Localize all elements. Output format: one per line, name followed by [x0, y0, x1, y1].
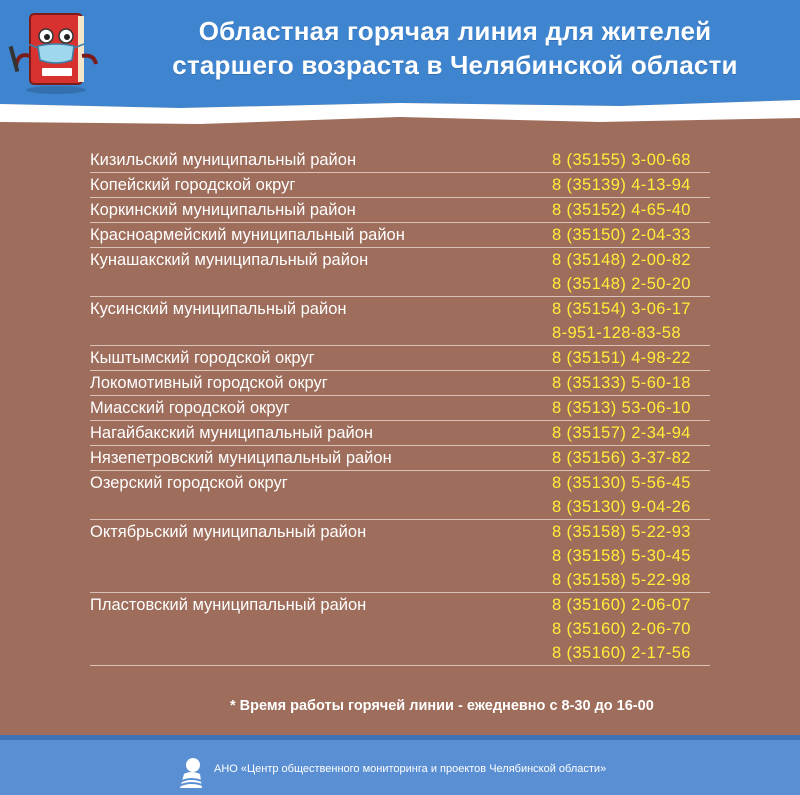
table-row	[90, 471, 710, 520]
table-row	[90, 446, 710, 471]
phone-list	[552, 520, 710, 592]
title-line-2: старшего возраста в Челябинской области	[172, 50, 738, 80]
table-row	[90, 421, 710, 446]
table-row	[90, 248, 710, 297]
header-banner	[0, 0, 800, 130]
phone-number: 8 (35160) 2-06-07	[552, 596, 691, 614]
phone-list	[552, 421, 710, 445]
district-name: Красноармейский муниципальный район	[90, 226, 405, 244]
phone-list	[552, 148, 710, 172]
phone-list	[552, 396, 710, 420]
phone-number: 8 (35151) 4-98-22	[552, 349, 691, 367]
phone-list	[552, 173, 710, 197]
working-hours-note: * Время работы горячей линии - ежедневно с 8-30 до 16-00	[230, 698, 654, 714]
table-row	[90, 396, 710, 421]
table-row	[90, 173, 710, 198]
phone-list	[552, 371, 710, 395]
table-row	[90, 297, 710, 346]
phone-list	[552, 593, 710, 665]
phone-number: 8 (35158) 5-22-93	[552, 523, 691, 541]
footer-shade	[0, 735, 800, 740]
footer-organization-text: АНО «Центр общественного мониторинга и проектов Челябинской области»	[214, 763, 607, 775]
phone-number: 8 (35130) 5-56-45	[552, 474, 691, 492]
table-row	[90, 371, 710, 396]
district-name: Нязепетровский муниципальный район	[90, 449, 392, 467]
phone-number: 8 (35157) 2-34-94	[552, 424, 691, 442]
phone-number: 8-951-128-83-58	[552, 324, 681, 342]
phone-number: 8 (35160) 2-17-56	[552, 644, 691, 662]
district-name: Кусинский муниципальный район	[90, 300, 347, 318]
page-title	[110, 14, 800, 82]
phone-number: 8 (35130) 9-04-26	[552, 498, 691, 516]
title-line-1: Областная горячая линия для жителей	[198, 16, 712, 46]
district-name: Пластовский муниципальный район	[90, 596, 367, 614]
district-name: Озерский городской округ	[90, 474, 288, 492]
phone-list	[552, 297, 710, 345]
district-name: Кунашакский муниципальный район	[90, 251, 369, 269]
table-row	[90, 346, 710, 371]
phone-number: 8 (35139) 4-13-94	[552, 176, 691, 194]
phone-number: 8 (35148) 2-50-20	[552, 275, 691, 293]
phone-list	[552, 346, 710, 370]
district-name: Коркинский муниципальный район	[90, 201, 356, 219]
phone-number: 8 (35148) 2-00-82	[552, 251, 691, 269]
district-name: Нагайбакский муниципальный район	[90, 424, 374, 442]
hotline-table	[90, 148, 710, 666]
table-row	[90, 520, 710, 593]
table-row	[90, 223, 710, 248]
book-mascot-with-mask-icon	[8, 6, 104, 96]
district-name: Локомотивный городской округ	[90, 374, 328, 392]
phone-number: 8 (3513) 53-06-10	[552, 399, 691, 417]
district-name: Октябрьский муниципальный район	[90, 523, 367, 541]
district-name: Кыштымский городской округ	[90, 349, 315, 367]
phone-number: 8 (35152) 4-65-40	[552, 201, 691, 219]
phone-number: 8 (35150) 2-04-33	[552, 226, 691, 244]
phone-number: 8 (35158) 5-30-45	[552, 547, 691, 565]
phone-number: 8 (35156) 3-37-82	[552, 449, 691, 467]
phone-number: 8 (35158) 5-22-98	[552, 571, 691, 589]
organization-logo-icon	[176, 756, 206, 790]
table-row	[90, 593, 710, 666]
phone-list	[552, 198, 710, 222]
phone-list	[552, 471, 710, 519]
phone-number: 8 (35133) 5-60-18	[552, 374, 691, 392]
district-name: Копейский городской округ	[90, 176, 296, 194]
district-name: Миасский городской округ	[90, 399, 290, 417]
phone-list	[552, 248, 710, 296]
table-row	[90, 148, 710, 173]
phone-number: 8 (35160) 2-06-70	[552, 620, 691, 638]
table-row	[90, 198, 710, 223]
phone-number: 8 (35154) 3-06-17	[552, 300, 691, 318]
phone-list	[552, 223, 710, 247]
district-name: Кизильский муниципальный район	[90, 151, 357, 169]
phone-list	[552, 446, 710, 470]
phone-number: 8 (35155) 3-00-68	[552, 151, 691, 169]
